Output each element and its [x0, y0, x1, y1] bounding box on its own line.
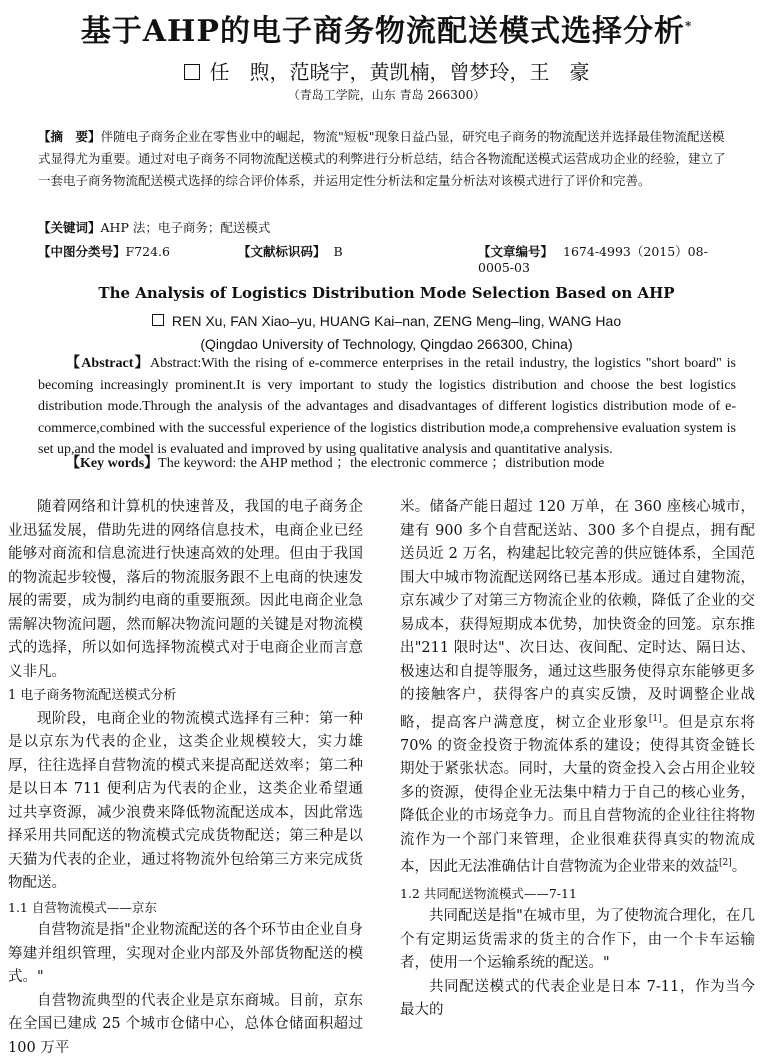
paragraph: 自营物流是指"企业物流配送的各个环节由企业自身筹建并组织管理，实现对企业内部及外部货物配送的模式。"	[8, 919, 363, 990]
english-keywords: 【Key words】The keyword: the AHP method ；the electronic commerce ；distribution mode	[38, 452, 604, 472]
square-mark-icon	[184, 64, 200, 80]
paragraph: 随着网络和计算机的快速普及，我国的电子商务企业迅猛发展，借助先进的网络信息技术，电商企业已经能够对商流和信息流进行快速高效的处理。但由于我国的物流起步较慢，落后的物流服务跟不上电商的快速发展的需要，成为制约电商的重要瓶颈。因此电商企业急需解决物流问题，然而解决物流问题的关键是对物流模式的选择，所以如何选择物流模式对于电商企业而言意义非凡。	[8, 496, 363, 684]
english-title: The Analysis of Logistics Distribution Mode Selection Based on AHP	[0, 284, 773, 302]
english-authors: REN Xu, FAN Xiao–yu, HUANG Kai–nan, ZENG Meng–ling, WANG Hao	[0, 313, 773, 329]
clc-code: F724.6	[126, 244, 170, 259]
paragraph: 米。储备产能日超过 120 万单，在 360 座核心城市，建有 900 多个自营配送站、300 多个自提点，拥有配送员近 2 万名，构建起比较完善的供应链体系，全国范围大中城市物流配送网络已基本形成。通过自建物流，京东减少了对第三方物流企业的依赖，降低了企业的交易成本，获得短期成本优势，加快资金的回笼。京东推出"211 限时达"、次日达、夜间配、定时达、隔日达、极速达和自提等服务，通过这些服务使得京东能够更多的接触客户，获得客户的真实反馈，及时调整企业战略，提高客户满意度，树立企业形象[1]。但是京东将 70% 的资金投资于物流体系的建设；使得其资金链长期处于紧张状态。同时，大量的资金投入会占用企业较多的资源，使得企业无法集中精力于自己的核心业务，降低企业的市场竞争力。而且自营物流的企业往往将物流作为一个部门来管理，企业很难获得真实的物流成本，因此无法准确估计自营物流为企业带来的效益[2]。	[400, 496, 755, 880]
paragraph: 自营物流典型的代表企业是京东商城。目前，京东在全国已建成 25 个城市仓储中心，总体仓储面积超过 100 万平	[8, 990, 363, 1060]
paragraph: 现阶段，电商企业的物流模式选择有三种：第一种是以京东为代表的企业，这类企业规模较大，实力雄厚，往往选择自营物流的模式来提高配送效率；第二种是以日本 711 便利店为代表的企业，这类企业希望通过共享资源，减少浪费来降低物流配送成本，因此常选择采用共同配送的物流模式完成货物配送；第三种是以天猫为代表的企业，通过将物流外包给第三方来完成货物配送。	[8, 708, 363, 896]
affiliation: （青岛工学院，山东 青岛 266300）	[0, 86, 773, 103]
english-abstract: 【Abstract】Abstract:With the rising of e-commerce enterprises in the retail industry, the logistics "short board" is becoming increasingly prominent.It is very important to study the logistics distribution and choose the best logistics distribution mode.Through the analysis of the advantages and disadvantages of different logistics distribution mode of e-commerce,combined with the successful experience of the logistics distribution mode,a comprehensive evaluation system is set up,and the model is evaluated and improved by using qualitative analysis and quantitative analysis.	[38, 353, 736, 461]
abstract	[38, 126, 736, 192]
classification-row: 【中图分类号】F724.6 【文献标识码】 B 【文章编号】 1674-4993（2015）08-0005-03	[38, 242, 736, 260]
author-list: 任 煦，范晓宇，黄凯楠，曾梦玲，王 豪	[0, 56, 773, 85]
paragraph: 共同配送模式的代表企业是日本 7-11，作为当今最大的	[400, 976, 755, 1023]
paper-title: 基于AHP的电子商务物流配送模式选择分析*	[0, 6, 773, 50]
section-heading: 1 电子商务物流配送模式分析	[8, 684, 363, 708]
article-number: 1674-4993（2015）08-0005-03	[478, 244, 708, 275]
keywords: 【关键词】AHP 法；电子商务；配送模式	[38, 218, 270, 236]
square-mark-icon	[152, 314, 164, 326]
abstract-label: 【摘 要】	[38, 129, 101, 144]
citation: [2]	[719, 858, 732, 868]
paragraph: 共同配送是指"在城市里，为了使物流合理化，在几个有定期运货需求的货主的合作下，由一个卡车运输者，使用一个运输系统的配送。"	[400, 905, 755, 976]
abstract-text: 伴随电子商务企业在零售业中的崛起，物流"短板"现象日益凸显，研究电子商务的物流配送并选择最佳物流配送模式显得尤为重要。通过对电子商务不同物流配送模式的利弊进行分析总结，结合各物流配送模式运营成功企业的经验，建立了一套电子商务物流配送模式选择的综合评价体系，并运用定性分析法和定量分析法对该模式进行了评价和完善。	[38, 129, 726, 188]
citation: [1]	[649, 714, 662, 724]
subsection-heading: 1.1 自营物流模式——京东	[8, 896, 363, 920]
subsection-heading: 1.2 共同配送物流模式——7-11	[400, 882, 755, 906]
english-affiliation: (Qingdao University of Technology, Qingdao 266300, China)	[0, 336, 773, 352]
left-column	[8, 496, 363, 1060]
doc-code: B	[334, 244, 343, 259]
